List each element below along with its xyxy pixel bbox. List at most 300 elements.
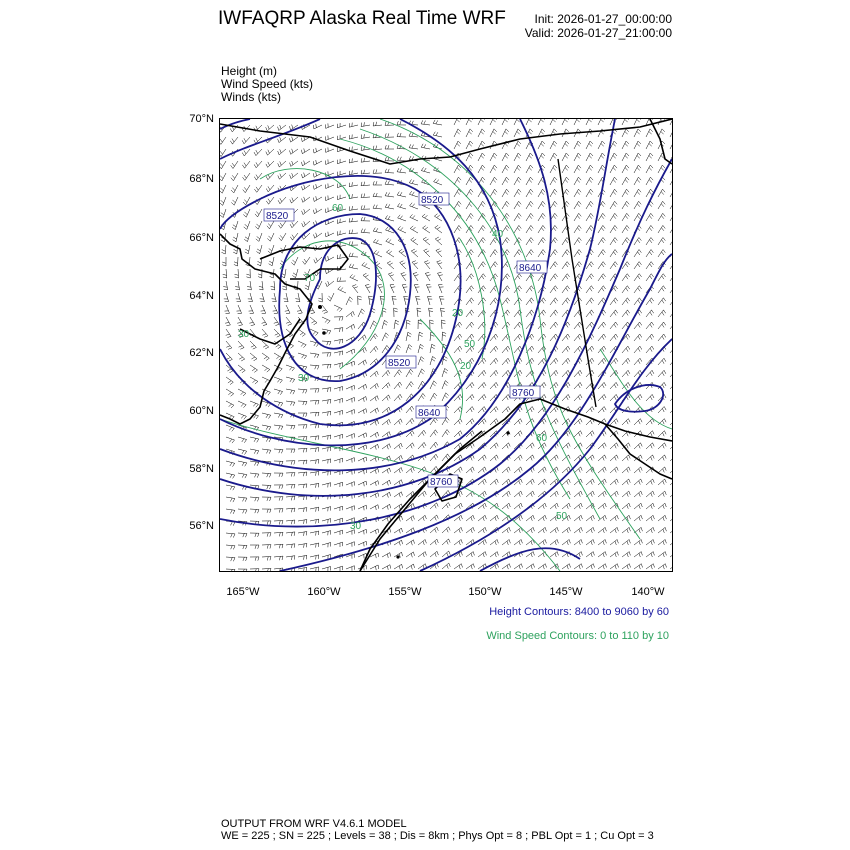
wind-barb — [421, 167, 430, 173]
wind-barb — [250, 569, 259, 571]
wind-barb — [538, 479, 546, 485]
wind-barb — [622, 274, 630, 281]
wind-barb — [622, 515, 630, 521]
wind-barb — [466, 419, 474, 425]
wind-barb — [442, 393, 449, 401]
wind-barb — [634, 129, 641, 137]
wind-barb — [226, 461, 235, 467]
wind-barb — [226, 533, 235, 538]
wind-barb — [646, 552, 654, 557]
wind-barb — [454, 527, 462, 533]
wind-barb — [550, 455, 558, 461]
wind-barb — [646, 491, 654, 497]
wind-barb — [574, 467, 582, 473]
wind-barb — [429, 308, 433, 317]
wind-barb — [231, 197, 238, 205]
wind-label: 50 — [464, 339, 476, 350]
wind-barb — [322, 471, 331, 476]
wind-barb — [478, 201, 485, 209]
wind-barb — [466, 286, 474, 293]
wind-barb — [586, 129, 593, 137]
wind-barb — [454, 407, 462, 414]
wind-barb — [244, 221, 250, 229]
height-label — [510, 386, 540, 399]
wind-barb — [244, 233, 250, 242]
wind-barb — [550, 310, 558, 317]
wind-barb — [262, 533, 271, 537]
wind-barb — [370, 408, 379, 413]
wind-barb — [430, 393, 437, 401]
wind-barb — [274, 389, 283, 395]
wind-barb — [394, 540, 403, 545]
wind-barb — [538, 238, 545, 246]
wind-barb — [226, 401, 234, 408]
wind-barb — [298, 472, 307, 476]
wind-barb — [310, 567, 319, 571]
wind-barb — [421, 120, 430, 125]
wind-barb — [466, 177, 473, 185]
wind-barb — [266, 185, 274, 192]
wind-barb — [466, 382, 474, 389]
wind-barb — [622, 455, 630, 461]
wind-barb — [259, 281, 263, 290]
wind-barb — [411, 249, 418, 257]
wind-barb — [562, 262, 570, 269]
wind-barb — [622, 382, 630, 389]
wind-barb — [502, 165, 509, 173]
wind-barb — [234, 257, 238, 266]
wind-barb — [622, 225, 629, 233]
wind-barb — [658, 189, 665, 197]
wind-barb — [550, 491, 558, 497]
wind-barb — [658, 407, 666, 414]
wind-barb — [610, 467, 618, 473]
wind-barb — [562, 201, 569, 209]
wind-barb — [502, 286, 510, 293]
wind-barb — [586, 479, 594, 485]
wind-barb — [262, 425, 271, 430]
wind-barb — [418, 357, 424, 365]
wind-barb — [249, 305, 254, 314]
wind-barb — [238, 389, 246, 396]
wind-barb — [302, 185, 311, 190]
wind-barb — [610, 527, 618, 533]
wind-barb — [490, 479, 498, 485]
wind-barb — [586, 431, 594, 437]
wind-barb — [610, 238, 617, 246]
map-plot — [219, 118, 673, 572]
wind-barb — [358, 505, 367, 510]
wind-barb — [526, 119, 533, 125]
wind-barb — [370, 334, 378, 341]
valid-time: Valid: 2026-01-27_21:00:00 — [524, 26, 672, 40]
wind-barb — [349, 123, 358, 128]
wind-barb — [646, 262, 654, 269]
wind-barb — [502, 201, 509, 209]
wind-barb — [658, 358, 666, 365]
wind-barb — [406, 369, 413, 377]
wind-barb — [235, 281, 240, 290]
wind-barb — [428, 296, 433, 305]
wind-barb — [598, 262, 606, 269]
wind-barb — [334, 542, 343, 547]
wind-barb — [424, 249, 430, 257]
wind-barb — [622, 552, 630, 557]
wind-barb — [310, 436, 319, 440]
wind-barb — [334, 566, 343, 571]
wind-barb — [526, 165, 533, 173]
wind-barb — [346, 311, 354, 317]
wind-barb — [598, 394, 606, 401]
lon-label: 165°W — [226, 586, 260, 598]
wind-barb — [610, 262, 618, 269]
wind-barb — [361, 158, 370, 162]
wind-barb — [634, 552, 642, 557]
wind-barb — [610, 189, 617, 197]
wind-barb — [346, 324, 355, 329]
wind-barb — [646, 370, 654, 377]
wind-barb — [370, 371, 378, 377]
wind-barb — [220, 137, 226, 144]
wind-barb — [526, 201, 533, 209]
wind-barb — [658, 467, 666, 473]
wind-barb — [349, 206, 358, 210]
wind-barb — [622, 129, 629, 137]
wind-barb — [622, 119, 629, 125]
wind-barb — [313, 160, 322, 165]
wind-barb — [325, 184, 334, 189]
wind-barb — [430, 503, 438, 509]
wind-barb — [242, 149, 250, 156]
wind-barb — [622, 201, 629, 209]
wind-barb — [442, 332, 446, 341]
wind-barb — [574, 370, 582, 377]
wind-barb — [550, 262, 558, 269]
wind-barb — [562, 298, 570, 305]
wind-barb — [574, 213, 581, 221]
wind-barb — [334, 339, 343, 344]
wind-barb — [243, 173, 251, 180]
wind-barb — [254, 161, 262, 168]
wind-barb — [526, 153, 533, 161]
wind-barb — [373, 169, 382, 173]
wind-barb — [349, 264, 358, 269]
wind-barb — [454, 141, 461, 149]
wind-barb — [388, 273, 394, 281]
wind-barb — [334, 375, 343, 380]
wind-barb — [262, 545, 271, 549]
wind-barb — [490, 165, 497, 173]
wind-barb — [670, 298, 672, 305]
wind-barb — [478, 407, 486, 414]
wind-barb — [490, 346, 498, 353]
wind-barb — [325, 135, 334, 140]
wind-barb — [586, 153, 593, 161]
wind-barb — [538, 153, 545, 161]
wind-barb — [274, 509, 283, 513]
wind-barb — [262, 329, 268, 337]
wind-barb — [238, 545, 247, 549]
wind-barb — [526, 491, 534, 497]
wind-barb — [226, 497, 235, 502]
wind-barb — [670, 346, 672, 353]
wind-barb — [646, 394, 654, 401]
wind-barb — [610, 394, 618, 401]
wind-barb — [502, 564, 511, 569]
wind-barb — [550, 370, 558, 377]
wind-barb — [562, 540, 570, 546]
wind-barb — [274, 521, 283, 525]
wind-barb — [562, 274, 570, 281]
wind-barb — [622, 213, 629, 221]
wind-barb — [526, 238, 533, 246]
wind-label: 20 — [460, 361, 472, 372]
wind-barb — [658, 479, 666, 485]
height-contour — [480, 548, 580, 571]
wind-barb — [586, 515, 594, 521]
wind-barb — [538, 201, 545, 209]
wind-barb — [538, 540, 546, 546]
wind-barb — [346, 297, 353, 305]
wind-barb — [574, 238, 581, 246]
wind-barb — [466, 189, 473, 197]
wind-barb — [238, 461, 247, 466]
wind-barb — [255, 209, 262, 217]
wind-barb — [394, 320, 399, 329]
wind-barb — [421, 144, 430, 149]
wind-barb — [361, 194, 370, 198]
wind-barb — [370, 469, 379, 474]
wind-barb — [502, 346, 510, 353]
wind-barb — [526, 443, 534, 449]
wind-barb — [586, 564, 595, 569]
wind-barb — [478, 274, 486, 281]
wind-barb — [502, 467, 510, 473]
wind-barb — [670, 177, 672, 185]
wind-barb — [550, 201, 557, 209]
wind-barb — [220, 149, 226, 157]
wind-barb — [610, 540, 618, 546]
wind-barb — [622, 527, 630, 533]
wind-barb — [670, 394, 672, 401]
wind-barb — [670, 201, 672, 209]
wind-barb — [670, 407, 672, 414]
wind-contour — [380, 119, 640, 539]
wind-barb — [610, 322, 618, 329]
wind-barb — [622, 189, 629, 197]
wind-barb — [301, 148, 310, 153]
wind-barb — [310, 424, 319, 428]
wind-barb — [313, 208, 322, 213]
wind-barb — [243, 197, 250, 205]
wind-barb — [598, 165, 605, 173]
wind-barb — [222, 257, 226, 266]
wind-barb — [550, 165, 557, 173]
wind-barb — [670, 527, 672, 533]
wind-barb — [370, 529, 379, 534]
wind-barb — [298, 555, 307, 560]
wind-barb — [373, 181, 382, 185]
wind-barb — [490, 189, 497, 197]
wind-barb — [322, 341, 331, 345]
wind-barb — [526, 213, 533, 221]
wind-barb — [433, 132, 442, 137]
wind-barb — [490, 455, 498, 461]
wind-barb — [226, 485, 235, 490]
wind-barb — [417, 308, 421, 317]
wind-barb — [439, 296, 444, 305]
wind-barb — [361, 134, 370, 138]
wind-barb — [478, 382, 486, 389]
wind-barb — [303, 257, 311, 264]
wind-barb — [466, 552, 474, 557]
wind-barb — [226, 437, 235, 443]
wind-barb — [430, 551, 438, 557]
wind-barb — [378, 284, 383, 293]
wind-barb — [478, 286, 486, 293]
wind-barb — [502, 527, 510, 533]
wind-barb — [298, 401, 307, 405]
lon-label: 140°W — [631, 586, 665, 598]
wind-barb — [394, 492, 403, 497]
wind-barb — [514, 274, 522, 281]
wind-barb — [550, 274, 558, 281]
lat-label: 70°N — [189, 113, 214, 125]
svg-text:8520: 8520 — [388, 358, 411, 369]
wind-barb — [658, 322, 666, 329]
wind-barb — [274, 425, 283, 430]
lon-label: 155°W — [388, 586, 422, 598]
wind-barb — [266, 149, 274, 155]
wind-barb — [298, 532, 307, 536]
wind-barb — [598, 141, 605, 149]
wind-barb — [243, 185, 250, 193]
wind-barb — [622, 358, 630, 365]
wind-barb — [562, 334, 570, 341]
wind-barb — [586, 407, 594, 414]
wind-barb — [610, 250, 617, 258]
wind-barb — [526, 225, 533, 233]
wind-barb — [634, 346, 642, 353]
wind-barb — [298, 543, 307, 547]
wind-barb — [298, 341, 306, 348]
wind-barb — [325, 256, 334, 261]
wind-barb — [325, 159, 334, 164]
wind-barb — [349, 218, 358, 222]
wind-barb — [610, 177, 617, 185]
wind-barb — [514, 189, 521, 197]
wind-barb — [610, 491, 618, 497]
wind-barb — [418, 430, 426, 437]
wind-barb — [398, 226, 406, 233]
wind-barb — [502, 153, 509, 161]
wind-barb — [502, 540, 510, 546]
wind-barb — [670, 564, 672, 569]
wind-barb — [349, 230, 358, 234]
wind-barb — [430, 515, 438, 521]
wind-barb — [670, 238, 672, 246]
wind-barb — [361, 217, 370, 221]
wind-barb — [514, 540, 522, 546]
wind-barb — [562, 177, 569, 185]
wind-barb — [358, 309, 365, 317]
wind-barb — [358, 445, 367, 450]
wind-barb — [418, 552, 426, 557]
wind-barb — [610, 213, 617, 221]
wind-barb — [562, 250, 569, 258]
wind-barb — [382, 432, 390, 437]
wind-barb — [574, 262, 582, 269]
wind-barb — [406, 564, 415, 569]
wind-barb — [454, 431, 462, 437]
wind-barb — [622, 564, 631, 569]
wind-barb — [250, 533, 259, 537]
wind-barb — [574, 382, 582, 389]
wind-barb — [286, 377, 295, 383]
wind-barb — [358, 541, 367, 546]
wind-barb — [514, 153, 521, 161]
wind-barb — [243, 209, 250, 217]
wind-barb — [646, 274, 654, 281]
wind-barb — [598, 153, 605, 161]
wind-barb — [670, 274, 672, 281]
wind-barb — [562, 527, 570, 533]
wind-barb — [418, 540, 426, 546]
wind-barb — [334, 434, 343, 439]
wind-barb — [502, 177, 509, 185]
wind-barb — [262, 365, 270, 372]
wind-barb — [322, 543, 331, 548]
wind-barb — [598, 407, 606, 414]
wind-barb — [466, 467, 474, 473]
wind-barb — [433, 120, 442, 125]
wind-barb — [274, 353, 282, 360]
wind-barb — [514, 250, 521, 258]
wind-label: 30 — [350, 521, 362, 532]
wind-barb — [334, 305, 342, 312]
wind-barb — [278, 125, 286, 131]
wind-barb — [658, 552, 666, 557]
wind-barb — [394, 528, 403, 533]
wind-barb — [466, 119, 473, 125]
wind-barb — [310, 365, 319, 369]
wind-barb — [550, 358, 558, 365]
wind-barb — [298, 460, 307, 464]
wind-barb — [514, 491, 522, 497]
wind-barb — [550, 334, 558, 341]
wind-barb — [622, 370, 630, 377]
wind-barb — [298, 448, 307, 452]
wind-barb — [634, 165, 641, 173]
wind-barb — [358, 397, 367, 402]
wind-barb — [370, 444, 379, 449]
wind-barb — [302, 209, 310, 215]
wind-barb — [337, 171, 346, 176]
wind-barb — [242, 161, 250, 168]
wind-barb — [574, 540, 582, 546]
wind-barb — [262, 353, 269, 361]
wind-barb — [478, 455, 486, 461]
wind-barb — [349, 182, 358, 187]
wind-barb — [334, 351, 343, 356]
wind-barb — [550, 250, 557, 258]
wind-barb — [454, 189, 461, 197]
wind-barb — [418, 332, 423, 341]
wind-barb — [514, 141, 521, 149]
wind-barb — [435, 237, 442, 245]
wind-barb — [262, 449, 271, 454]
wind-barb — [322, 507, 331, 512]
